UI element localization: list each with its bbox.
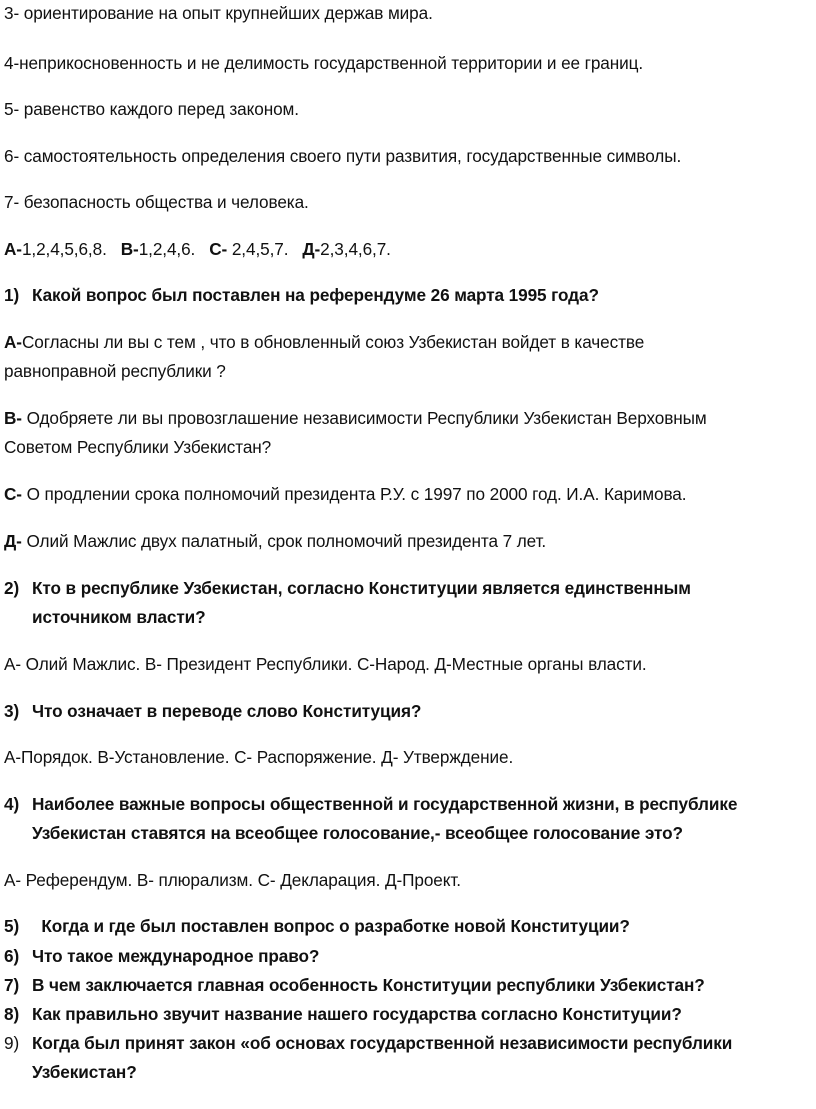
question-4-answers: А- Референдум. В- плюрализм. С- Декларация. Д-Проект. (4, 870, 461, 890)
question-4 (4, 794, 738, 843)
answer-a-text: 1,2,4,5,6,8. (21, 239, 107, 259)
question-1-text: Какой вопрос был поставлен на референдуме 26 марта 1995 года? (32, 285, 599, 305)
q1-option-a-line2: равноправной республики ? (4, 361, 226, 381)
question-4-number: 4) (4, 794, 20, 814)
q1-option-d-text: Олий Мажлис двух палатный, срок полномочий президента 7 лет. (21, 531, 547, 551)
answer-d-text: 2,3,4,6,7. (320, 239, 391, 259)
question-6-number: 6) (4, 946, 20, 966)
q1-option-d-label: Д- (4, 531, 22, 551)
intro-line-7: 7- безопасность общества и человека. (4, 192, 309, 212)
question-8-number: 8) (4, 1004, 20, 1024)
q1-option-b-line1 (4, 408, 707, 428)
question-8-text: Как правильно звучит название нашего государства согласно Конституции? (32, 1004, 682, 1024)
question-1 (4, 285, 599, 305)
question-2-number: 2) (4, 578, 20, 598)
intro-line-4: 4-неприкосновенность и не делимость государственной территории и ее границ. (4, 53, 644, 73)
question-9 (4, 1033, 733, 1082)
answer-set-line (4, 239, 391, 259)
question-6-text: Что такое международное право? (32, 946, 320, 966)
question-5-number: 5) (4, 916, 20, 936)
question-3 (4, 701, 421, 721)
question-3-text: Что означает в переводе слово Конституция? (32, 701, 422, 721)
q1-option-b-text: Одобряете ли вы провозглашение независимости Республики Узбекистан Верховным (21, 408, 707, 428)
question-7 (4, 975, 705, 995)
q1-option-a-text: Согласны ли вы с тем , что в обновленный союз Узбекистан войдет в качестве (21, 332, 645, 352)
question-2-line1: Кто в республике Узбекистан, согласно Конституции является единственным (32, 578, 691, 598)
q1-option-a-label: А- (4, 332, 22, 352)
answer-a-label: А- (4, 239, 22, 259)
q1-option-a-line1 (4, 332, 644, 352)
question-3-number: 3) (4, 701, 20, 721)
question-4-line2: Узбекистан ставятся на всеобщее голосование,- всеобщее голосование это? (32, 823, 683, 843)
intro-line-6: 6- самостоятельность определения своего пути развития, государственные символы. (4, 146, 682, 166)
intro-line-3: 3- ориентирование на опыт крупнейших держав мира. (4, 3, 433, 23)
question-9-line2: Узбекистан? (32, 1062, 137, 1082)
q1-option-b-line2: Советом Республики Узбекистан? (4, 437, 272, 457)
question-1-number: 1) (4, 285, 20, 305)
question-3-answers: А-Порядок. В-Установление. С- Распоряжение. Д- Утверждение. (4, 747, 514, 767)
q1-option-c (4, 484, 686, 504)
intro-line-5: 5- равенство каждого перед законом. (4, 99, 299, 119)
q1-option-b-label: В- (4, 408, 22, 428)
question-5 (4, 916, 630, 936)
question-2-line2: источником власти? (32, 607, 206, 627)
answer-c-text: 2,4,5,7. (227, 239, 289, 259)
question-5-text: Когда и где был поставлен вопрос о разработке новой Конституции? (32, 916, 630, 936)
q1-option-c-label: С- (4, 484, 22, 504)
question-2-answers: А- Олий Мажлис. В- Президент Республики. С-Народ. Д-Местные органы власти. (4, 654, 647, 674)
q1-option-d (4, 531, 546, 551)
answer-b-text: 1,2,4,6. (138, 239, 196, 259)
question-9-number: 9) (4, 1033, 20, 1053)
q1-option-c-text: О продлении срока полномочий президента Р.У. с 1997 по 2000 год. И.А. Каримова. (21, 484, 687, 504)
question-7-text: В чем заключается главная особенность Конституции республики Узбекистан? (32, 975, 705, 995)
answer-d-label: Д- (302, 239, 321, 259)
question-8 (4, 1004, 682, 1024)
question-2 (4, 578, 691, 627)
answer-b-label: В- (120, 239, 139, 259)
question-9-line1: Когда был принят закон «об основах государственной независимости республики (32, 1033, 733, 1053)
question-7-number: 7) (4, 975, 20, 995)
answer-c-label: С- (209, 239, 228, 259)
question-6 (4, 946, 319, 966)
question-4-line1: Наиболее важные вопросы общественной и государственной жизни, в республике (32, 794, 738, 814)
